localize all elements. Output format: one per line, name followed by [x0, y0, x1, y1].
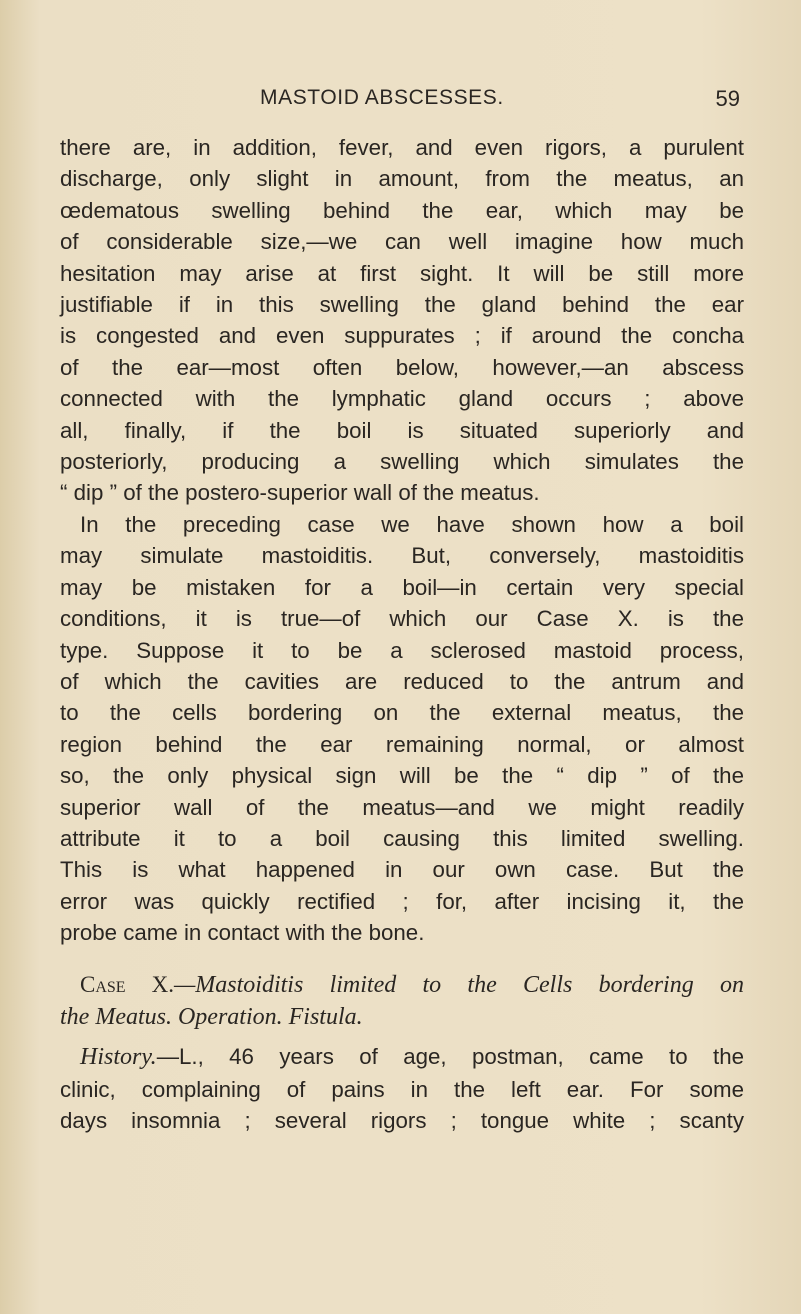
text-line: probe came in contact with the bone.: [60, 920, 425, 946]
text-line: all, finally, if the boil is situated superiorly and: [60, 417, 744, 443]
text-line: justifiable if in this swelling the gland behind the ear: [60, 292, 744, 318]
paragraph-2: [60, 509, 744, 949]
text-line: error was quickly rectified ; for, after incising it, the: [60, 888, 744, 914]
case-title-part-1: —Mastoiditis limited to the Cells bordering on: [173, 971, 744, 998]
text-line: hesitation may arise at first sight. It will be still more: [60, 260, 744, 286]
text-line: region behind the ear remaining normal, or almost: [60, 731, 744, 757]
page-header: [60, 86, 740, 116]
case-heading-line-2: [60, 1001, 744, 1033]
text-line: discharge, only slight in amount, from the meatus, an: [60, 166, 744, 192]
text-line: of which the cavities are reduced to the antrum and: [60, 668, 744, 694]
text-line: connected with the lymphatic gland occurs ; above: [60, 386, 744, 412]
text-line: œdematous swelling behind the ear, which may be: [60, 197, 744, 223]
text-line: In the preceding case we have shown how a boil: [80, 511, 744, 537]
text-line: of the ear—most often below, however,—an abscess: [60, 354, 744, 380]
page-number: 59: [715, 86, 740, 111]
running-title: MASTOID ABSCESSES.: [260, 86, 504, 109]
text-line: to the cells bordering on the external meatus, the: [60, 700, 744, 726]
text-line: of considerable size,—we can well imagine how much: [60, 229, 744, 255]
text-line: may simulate mastoiditis. But, conversely, mastoiditis: [60, 543, 744, 569]
history-line-3: days insomnia ; several rigors ; tongue white ; scanty: [60, 1108, 744, 1134]
text-line: there are, in addition, fever, and even rigors, a purulent: [60, 135, 744, 160]
history-line-1-text: —L., 46 years of age, postman, came to the: [156, 1044, 744, 1070]
body-text: [60, 132, 744, 1137]
text-line: This is what happened in our own case. But the: [60, 857, 744, 883]
text-line: so, the only physical sign will be the “ dip ” of the: [60, 763, 744, 789]
text-line: superior wall of the meatus—and we might readily: [60, 794, 744, 820]
case-label: Case X.: [80, 971, 174, 997]
history-paragraph: [60, 1041, 744, 1136]
paragraph-1: [60, 132, 744, 509]
text-line: may be mistaken for a boil—in certain very special: [60, 574, 744, 600]
case-heading-line-1: [60, 969, 744, 1001]
case-heading: [60, 969, 744, 1034]
text-line: posteriorly, producing a swelling which simulates the: [60, 449, 744, 475]
case-title-part-2: the Meatus. Operation. Fistula.: [60, 1003, 363, 1030]
text-line: conditions, it is true—of which our Case X. is the: [60, 606, 744, 632]
history-label: History.: [80, 1044, 157, 1071]
small-gap: [60, 1033, 744, 1041]
history-line-2: clinic, complaining of pains in the left ear. For some: [60, 1076, 744, 1102]
text-line: attribute it to a boil causing this limited swelling.: [60, 825, 744, 851]
text-line: type. Suppose it to be a sclerosed mastoid process,: [60, 637, 744, 663]
history-line-1: [60, 1041, 744, 1073]
text-line: is congested and even suppurates ; if around the concha: [60, 323, 744, 349]
section-gap: [60, 949, 744, 969]
text-line: “ dip ” of the postero-superior wall of the meatus.: [60, 480, 540, 506]
